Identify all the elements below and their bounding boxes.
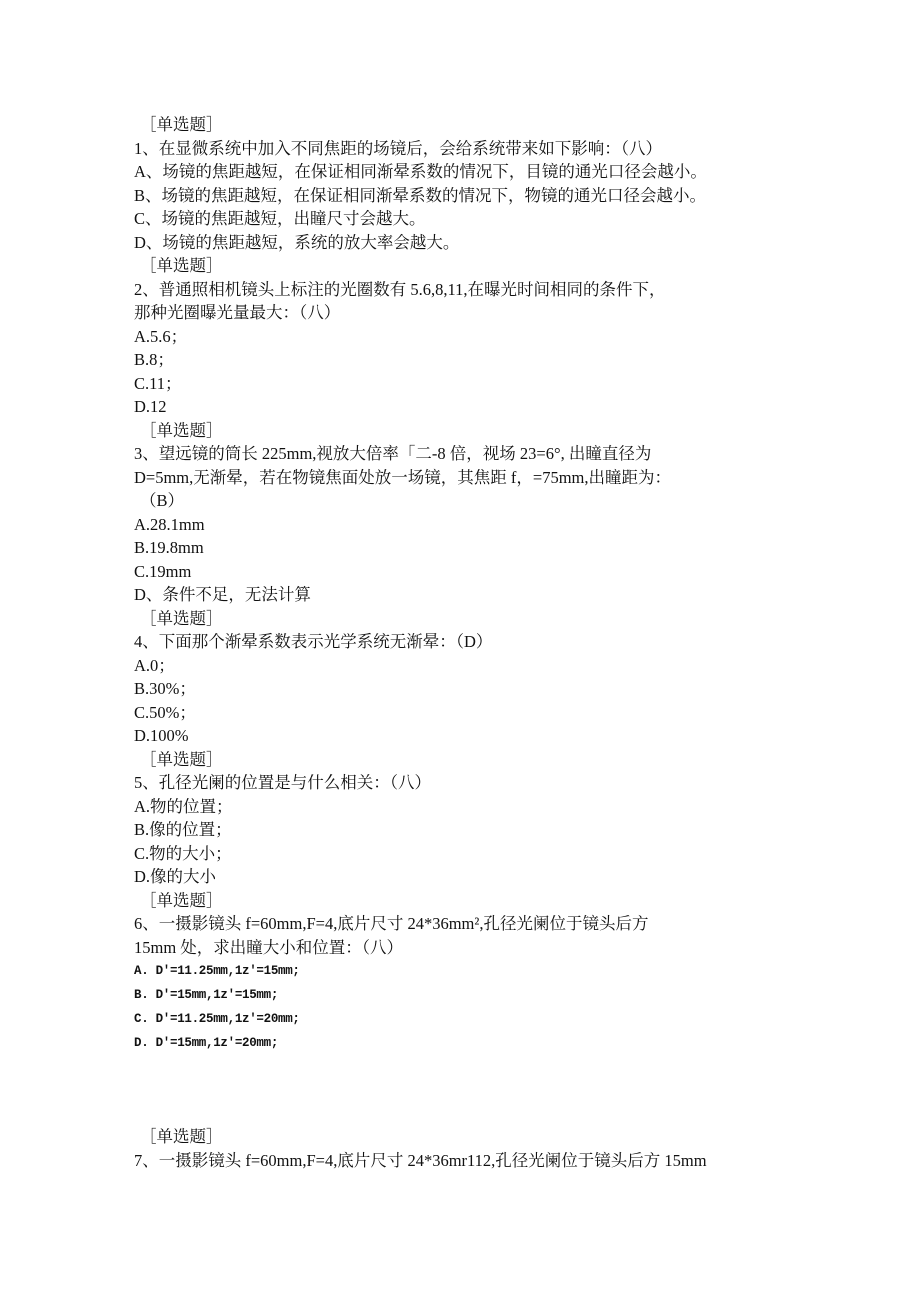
option-c: C.11； [134, 373, 182, 393]
question-stem-line-1: 6、一摄影镜头 f=60mm,F=4,底片尺寸 24*36mm²,孔径光阑位于镜头后方 [134, 914, 649, 933]
blank-gap [134, 1055, 894, 1125]
option-c: C. D'=11.25mm,1z'=20mm; [134, 1012, 300, 1026]
question-stem-line-1: 2、普通照相机镜头上标注的光圈数有 5.6,8,11,在曝光时间相同的条件下， [134, 279, 666, 299]
option-a: A.物的位置； [134, 796, 233, 816]
question-stem-line-2: 那种光圈曝光量最大：（八） [134, 303, 341, 322]
question-4 [134, 607, 894, 748]
question-type-label: ［单选题］ [140, 420, 223, 440]
option-d: D、条件不足，无法计算 [134, 585, 311, 604]
question-1 [134, 113, 894, 254]
question-type-label: ［单选题］ [140, 1127, 223, 1146]
question-3 [134, 419, 894, 607]
option-d: D. D'=15mm,1z'=20mm; [134, 1036, 279, 1050]
option-d: D.像的大小 [134, 867, 217, 886]
question-stem-line-2: D=5mm,无渐晕，若在物镜焦面处放一场镜，其焦距 f，=75mm,出瞳距为： [134, 467, 671, 487]
option-a: A、场镜的焦距越短，在保证相同渐晕系数的情况下，目镜的通光口径会越小。 [134, 162, 707, 181]
question-2 [134, 254, 894, 419]
option-a: A.28.1mm [134, 514, 205, 534]
question-answer: （B） [140, 491, 185, 510]
option-a: A. D'=11.25mm,1z'=15mm; [134, 964, 300, 978]
question-7 [134, 1125, 894, 1172]
option-b: B.19.8mm [134, 538, 204, 557]
question-5 [134, 748, 894, 889]
question-type-label: ［单选题］ [140, 115, 223, 134]
option-b: B.30%； [134, 679, 196, 698]
option-b: B. D'=15mm,1z'=15mm; [134, 988, 279, 1002]
question-type-label: ［单选题］ [140, 890, 223, 910]
option-b: B、场镜的焦距越短，在保证相同渐晕系数的情况下，物镜的通光口径会越小。 [134, 185, 707, 205]
option-c: C.50%； [134, 702, 196, 722]
question-6 [134, 889, 894, 1056]
question-stem: 1、在显微系统中加入不同焦距的场镜后，会给系统带来如下影响：（八） [134, 138, 662, 158]
question-stem-line-2: 15mm 处，求出瞳大小和位置：（八） [134, 937, 404, 957]
question-stem-line-1: 3、望远镜的筒长 225mm,视放大倍率「二-8 倍，视场 23=6°, 出瞳直径为 [134, 444, 652, 463]
option-c: C、场镜的焦距越短，出瞳尺寸会越大。 [134, 209, 426, 228]
option-d: D.100% [134, 726, 189, 745]
option-b: B.像的位置； [134, 820, 232, 839]
question-type-label: ［单选题］ [140, 256, 223, 275]
option-d: D、场镜的焦距越短，系统的放大率会越大。 [134, 232, 460, 252]
question-list [134, 113, 894, 1172]
question-stem: 5、孔径光阑的位置是与什么相关：（八） [134, 773, 431, 792]
option-a: A.5.6； [134, 326, 188, 346]
question-type-label: ［单选题］ [140, 608, 223, 628]
question-type-label: ［单选题］ [140, 749, 223, 769]
option-b: B.8； [134, 350, 174, 369]
question-stem: 4、下面那个渐晕系数表示光学系统无渐晕：（D） [134, 632, 493, 651]
option-c: C.物的大小； [134, 843, 232, 863]
question-stem: 7、一摄影镜头 f=60mm,F=4,底片尺寸 24*36mr112,孔径光阑位于镜头后方 15mm [134, 1150, 707, 1170]
option-c: C.19mm [134, 561, 192, 581]
option-a: A.0； [134, 655, 175, 675]
option-d: D.12 [134, 397, 167, 416]
